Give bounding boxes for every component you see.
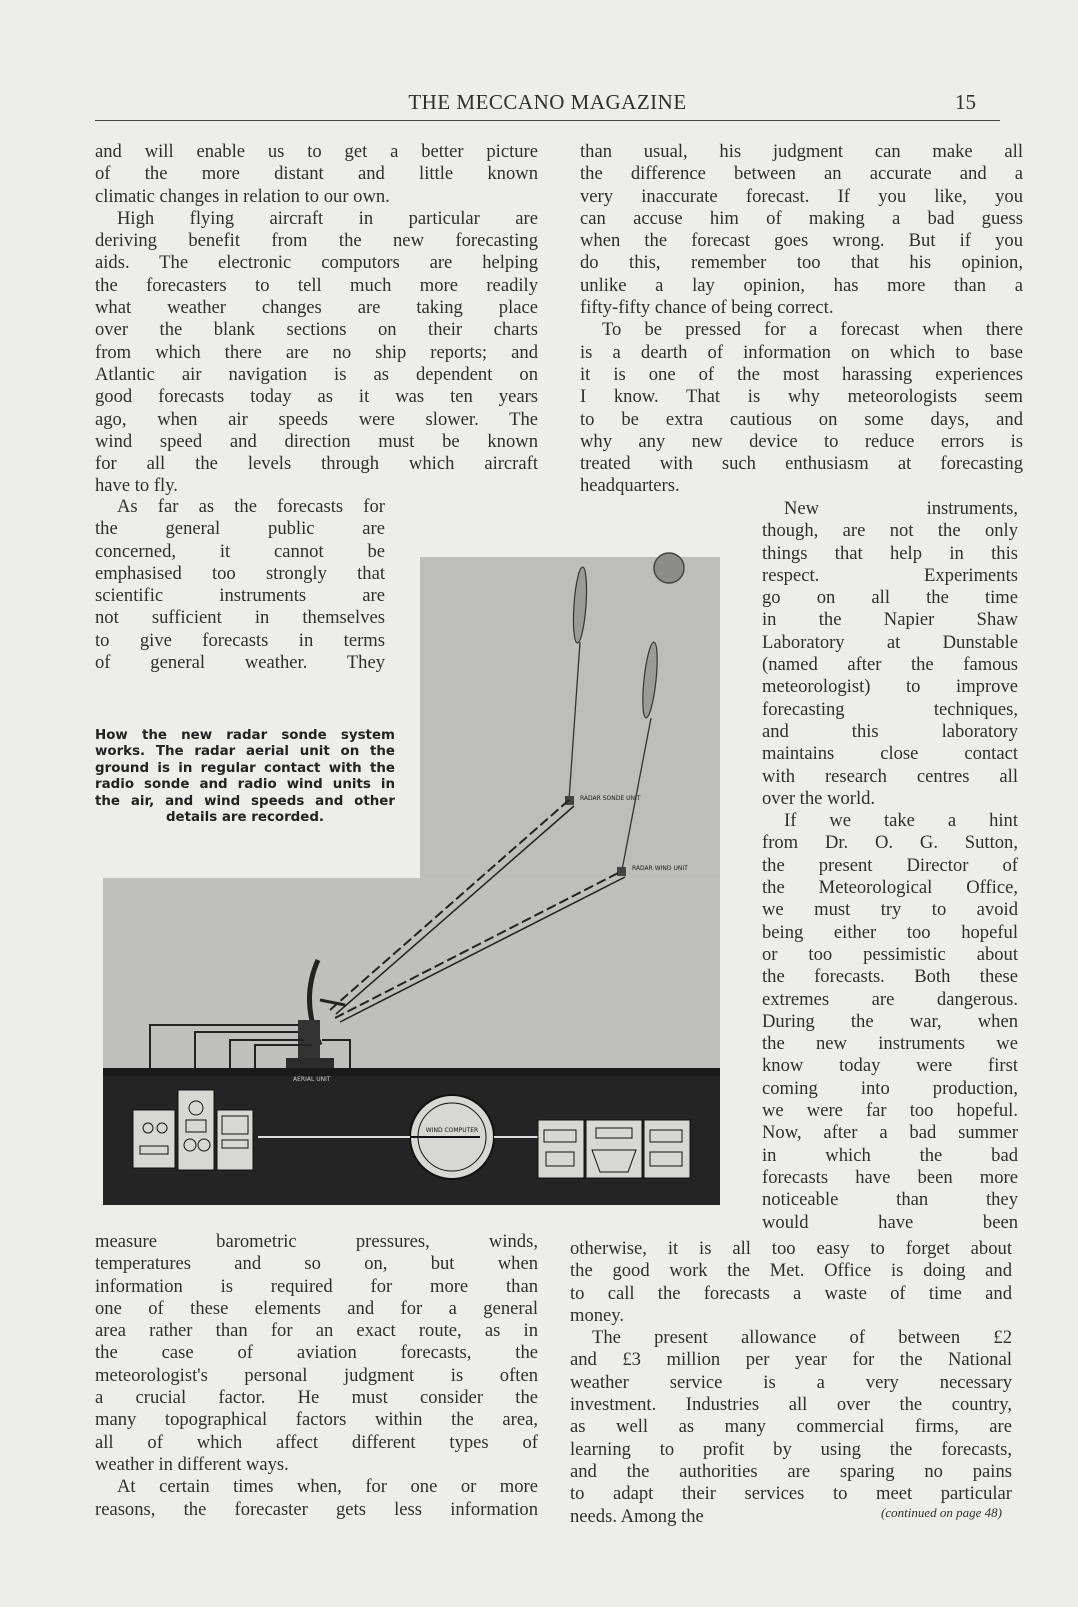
text-line: emphasised too strongly that [95, 562, 385, 584]
text-line: investment. Industries all over the country, [570, 1394, 1012, 1416]
text-line: scientific instruments are [95, 585, 385, 607]
text-line: respect. Experiments [762, 564, 1018, 586]
wind-computer-label: WIND COMPUTER [425, 1127, 479, 1134]
text-line: when the forecast goes wrong. But if you [580, 230, 1023, 252]
text-line: good forecasts today as it was ten years [95, 386, 538, 408]
caption-line: details are recorded. [165, 810, 325, 826]
figure-caption [95, 728, 395, 826]
right-column-top [580, 141, 1023, 498]
text-line: of the more distant and little known [95, 163, 538, 185]
radar-sonde-unit-label: RADAR SONDE UNIT [580, 795, 641, 802]
text-line: forecasts have been more [762, 1166, 1018, 1188]
text-line: the new instruments we [762, 1033, 1018, 1055]
text-line: Laboratory at Dunstable [762, 631, 1018, 653]
text-line: As far as the forecasts for [117, 496, 385, 517]
text-line: the present Director of [762, 854, 1018, 876]
text-line: of general weather. They [95, 652, 385, 674]
text-line: the case of aviation forecasts, the [95, 1342, 538, 1364]
recorder-2 [586, 1120, 642, 1178]
text-line: I know. That is why meteorologists seem [580, 386, 1023, 408]
text-line: meteorologist) to improve [762, 676, 1018, 698]
balloon-icon [654, 553, 684, 583]
text-line: have to fly. [95, 475, 178, 497]
text-line: the general public are [95, 518, 385, 540]
text-line: to be extra cautious on some days, and [580, 408, 1023, 430]
text-line: being either too hopeful [762, 921, 1018, 943]
text-line: the Meteorological Office, [762, 877, 1018, 899]
text-line: is a dearth of information on which to base [580, 341, 1023, 363]
right-column-bottom [570, 1238, 1012, 1528]
text-line: over the blank sections on their charts [95, 319, 538, 341]
text-line: headquarters. [580, 475, 680, 497]
left-column-bottom [95, 1231, 538, 1521]
text-line: do this, remember too that his opinion, [580, 252, 1023, 274]
left-column-top [95, 141, 538, 498]
text-line: with research centres all [762, 765, 1018, 787]
text-line: and will enable us to get a better picture [95, 141, 538, 162]
text-line: in which the bad [762, 1144, 1018, 1166]
text-line: one of these elements and for a general [95, 1297, 538, 1319]
text-line: coming into production, [762, 1077, 1018, 1099]
text-line: know today were first [762, 1055, 1018, 1077]
text-line: from Dr. O. G. Sutton, [762, 832, 1018, 854]
caption-line: the air, and wind speeds and other [95, 793, 395, 809]
text-line: we must try to avoid [762, 899, 1018, 921]
text-line: measure barometric pressures, winds, [95, 1231, 538, 1252]
text-line: During the war, when [762, 1010, 1018, 1032]
magazine-title: THE MECCANO MAGAZINE [408, 90, 687, 114]
text-line: the forecasts. Both these [762, 966, 1018, 988]
text-line: climatic changes in relation to our own. [95, 185, 390, 207]
text-line: than usual, his judgment can make all [580, 141, 1023, 162]
left-column-wrap [95, 496, 385, 674]
text-line: it is one of the most harassing experiences [580, 363, 1023, 385]
text-line: and this laboratory [762, 720, 1018, 742]
text-line: temperatures and so on, but when [95, 1253, 538, 1275]
text-line: to give forecasts in terms [95, 629, 385, 651]
text-line: aids. The electronic computors are helping [95, 252, 538, 274]
text-line: go on all the time [762, 587, 1018, 609]
text-line: we were far too hopeful. [762, 1100, 1018, 1122]
text-line: weather service is a very necessary [570, 1371, 1012, 1393]
text-line: At certain times when, for one or more [117, 1476, 538, 1498]
text-line: and the authorities are sparing no pains [570, 1460, 1012, 1482]
text-line: why any new device to reduce errors is [580, 430, 1023, 452]
caption-line: radio sonde and radio wind units in [95, 777, 395, 793]
text-line: New instruments, [784, 498, 1018, 519]
radar-wind-unit-label: RADAR WIND UNIT [632, 865, 688, 872]
instrument-rack-2 [178, 1090, 214, 1170]
text-line: information is required for more than [95, 1275, 538, 1297]
text-line: High flying aircraft in particular are [117, 207, 538, 229]
recorder-3 [644, 1120, 690, 1178]
text-line: a crucial factor. He must consider the [95, 1387, 538, 1409]
continued-note: (continued on page 48) [881, 1504, 1002, 1520]
text-line: what weather changes are taking place [95, 297, 538, 319]
aerial-unit-label: AERIAL UNIT [293, 1076, 331, 1083]
caption-line: works. The radar aerial unit on the [95, 744, 395, 760]
text-line: The present allowance of between £2 [592, 1327, 1012, 1349]
text-line: and £3 million per year for the National [570, 1349, 1012, 1371]
right-column-wrap [762, 498, 1018, 1234]
text-line: If we take a hint [784, 810, 1018, 832]
text-line: all of which affect different types of [95, 1431, 538, 1453]
text-line: or too pessimistic about [762, 943, 1018, 965]
text-line: though, are not the only [762, 520, 1018, 542]
text-line: deriving benefit from the new forecasting [95, 230, 538, 252]
text-line: area rather than for an exact route, as in [95, 1320, 538, 1342]
text-line: To be pressed for a forecast when there [602, 319, 1023, 341]
text-line: maintains close contact [762, 743, 1018, 765]
text-line: concerned, it cannot be [95, 540, 385, 562]
text-line: would have been [762, 1211, 1018, 1233]
text-line: the forecasters to tell much more readily [95, 274, 538, 296]
text-line: the good work the Met. Office is doing and [570, 1260, 1012, 1282]
text-line: in the Napier Shaw [762, 609, 1018, 631]
text-line: fifty-fifty chance of being correct. [580, 297, 834, 319]
text-line: from which there are no ship reports; and [95, 341, 538, 363]
text-line: to adapt their services to meet particular [570, 1483, 1012, 1505]
text-line: reasons, the forecaster gets less information [95, 1498, 538, 1520]
text-line: Atlantic air navigation is as dependent on [95, 363, 538, 385]
text-line: for all the levels through which aircraft [95, 453, 538, 475]
text-line: things that help in this [762, 542, 1018, 564]
instrument-rack-1 [133, 1110, 175, 1168]
text-line: weather in different ways. [95, 1453, 289, 1475]
text-line: needs. Among the [570, 1505, 704, 1527]
text-line: forecasting techniques, [762, 698, 1018, 720]
text-line: meteorologist's personal judgment is often [95, 1364, 538, 1386]
text-line: to call the forecasts a waste of time and [570, 1282, 1012, 1304]
text-line: the difference between an accurate and a [580, 163, 1023, 185]
text-line: not sufficient in themselves [95, 607, 385, 629]
text-line: otherwise, it is all too easy to forget about [570, 1238, 1012, 1259]
text-line: money. [570, 1304, 625, 1326]
text-line: learning to profit by using the forecasts, [570, 1438, 1012, 1460]
text-line: as well as many commercial firms, are [570, 1416, 1012, 1438]
text-line: Now, after a bad summer [762, 1122, 1018, 1144]
text-line: over the world. [762, 787, 876, 809]
text-line: noticeable than they [762, 1189, 1018, 1211]
text-line: very inaccurate forecast. If you like, you [580, 185, 1023, 207]
recorder-1 [538, 1120, 584, 1178]
caption-line: ground is in regular contact with the [95, 760, 395, 776]
text-line: treated with such enthusiasm at forecasting [580, 453, 1023, 475]
text-line: unlike a lay opinion, has more than a [580, 274, 1023, 296]
page-number: 15 [955, 90, 976, 114]
text-line: ago, when air speeds were slower. The [95, 408, 538, 430]
radar-wind-unit [617, 867, 626, 876]
text-line: can accuse him of making a bad guess [580, 207, 1023, 229]
text-line: wind speed and direction must be known [95, 430, 538, 452]
caption-line: How the new radar sonde system [95, 728, 395, 743]
text-line: many topographical factors within the area, [95, 1409, 538, 1431]
text-line: (named after the famous [762, 654, 1018, 676]
text-line: extremes are dangerous. [762, 988, 1018, 1010]
